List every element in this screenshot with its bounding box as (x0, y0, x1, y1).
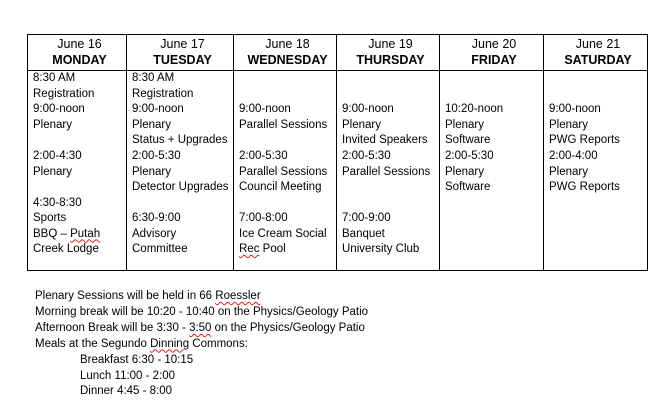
afternoon-suffix: on the Physics/Geology Patio (211, 321, 365, 334)
meals-dinning: Dinning (150, 337, 190, 350)
event-line: PWG Reports (549, 181, 620, 193)
event-line: Plenary (132, 165, 171, 178)
event-line: Parallel Sessions (239, 118, 328, 131)
event-line: Banquet (342, 227, 385, 240)
event-line: 8:30 AM (33, 72, 76, 84)
header-thursday (337, 35, 440, 71)
event-line: Software (445, 134, 491, 146)
meals-place: Commons: (189, 337, 248, 350)
event-line: 4:30-8:30 (33, 196, 82, 209)
dinner-time: Dinner 4:45 - 8:00 (80, 385, 173, 398)
meals-note (35, 337, 368, 353)
afternoon-break-note (35, 321, 368, 337)
friday-events (440, 71, 544, 271)
event-line: Council Meeting (239, 181, 322, 193)
date-label: June 18 (265, 37, 310, 51)
header-saturday (544, 35, 648, 71)
event-line: Plenary (33, 165, 72, 178)
day-label: THURSDAY (356, 53, 425, 67)
pool-word: Pool (259, 243, 286, 255)
event-line: Invited Speakers (342, 134, 428, 146)
event-line: Plenary (132, 118, 171, 131)
event-line: Plenary (445, 165, 484, 178)
header-tuesday (127, 35, 234, 71)
event-line: 7:00-8:00 (239, 212, 288, 224)
date-label: June 17 (160, 37, 205, 51)
event-line: Status + Upgrades (132, 134, 228, 146)
event-line: University Club (342, 243, 420, 255)
event-line: Sports (33, 212, 67, 224)
event-line: PWG Reports (549, 134, 620, 146)
day-label: FRIDAY (471, 53, 517, 67)
event-line: Advisory (132, 227, 177, 240)
event-line: 6:30-9:00 (132, 212, 181, 224)
header-monday (28, 35, 127, 71)
event-line: 2:00-4:30 (33, 150, 82, 162)
event-line: 7:00-9:00 (342, 212, 391, 224)
plenary-prefix: Plenary Sessions will be held in 66 (35, 290, 216, 302)
date-label: June 21 (575, 37, 621, 51)
event-line: Registration (33, 87, 95, 100)
meals-intro: Meals at the Segundo (35, 337, 151, 350)
event-line: 10:20-noon (445, 103, 504, 115)
event-line: Software (445, 181, 491, 193)
event-line (239, 242, 286, 257)
thursday-events (337, 71, 440, 271)
event-line (33, 227, 100, 242)
event-line: Plenary (342, 118, 381, 131)
plenary-note (35, 289, 368, 305)
bbq-prefix: BBQ – (33, 227, 71, 240)
rec-word: Rec (239, 243, 260, 255)
event-line: 8:30 AM (132, 72, 175, 84)
event-line: 9:00-noon (132, 103, 184, 115)
morning-break-note: Morning break will be 10:20 - 10:40 on the Physics/Geology Patio (35, 305, 369, 318)
plenary-room: Roessler (215, 290, 261, 302)
afternoon-prefix: Afternoon Break will be 3:30 - (35, 321, 190, 334)
header-row (28, 35, 648, 71)
tuesday-events (127, 71, 234, 271)
event-line: 2:00-5:30 (239, 150, 288, 162)
event-line: Registration (132, 87, 194, 100)
putah-word: Putah (70, 227, 101, 240)
day-label: WEDNESDAY (247, 53, 328, 67)
day-label: MONDAY (52, 53, 107, 67)
event-line: 9:00-noon (33, 103, 85, 115)
event-line: 2:00-5:30 (445, 150, 494, 162)
breakfast-time: Breakfast 6:30 - 10:15 (80, 353, 194, 366)
event-line: Creek Lodge (33, 243, 99, 255)
monday-events (28, 71, 127, 271)
lunch-time: Lunch 11:00 - 2:00 (80, 369, 176, 382)
event-line: 9:00-noon (549, 103, 601, 115)
event-line: Plenary (445, 118, 484, 131)
notes-section (35, 289, 368, 400)
day-label: SATURDAY (564, 53, 632, 67)
event-line: 2:00-4:00 (549, 150, 598, 162)
schedule-table (27, 34, 648, 271)
saturday-events (544, 71, 648, 271)
date-label: June 20 (471, 37, 517, 51)
afternoon-time: 3:50 (189, 321, 212, 334)
event-line: 9:00-noon (342, 103, 394, 115)
event-line: Plenary (549, 118, 588, 131)
header-wednesday (234, 35, 337, 71)
header-friday (440, 35, 544, 71)
event-line: Plenary (33, 118, 72, 131)
day-label: TUESDAY (153, 53, 212, 67)
events-row (28, 71, 648, 271)
event-line: Ice Cream Social (239, 227, 327, 240)
event-line: 9:00-noon (239, 103, 291, 115)
event-line: Parallel Sessions (239, 165, 328, 178)
event-line: 2:00-5:30 (342, 150, 391, 162)
event-line: Committee (132, 243, 188, 255)
date-label: June 16 (57, 37, 102, 51)
wednesday-events (234, 71, 337, 271)
event-line: Parallel Sessions (342, 165, 431, 178)
event-line: Plenary (549, 165, 588, 178)
date-label: June 19 (368, 37, 413, 51)
event-line: 2:00-5:30 (132, 150, 181, 162)
event-line: Detector Upgrades (132, 181, 229, 193)
